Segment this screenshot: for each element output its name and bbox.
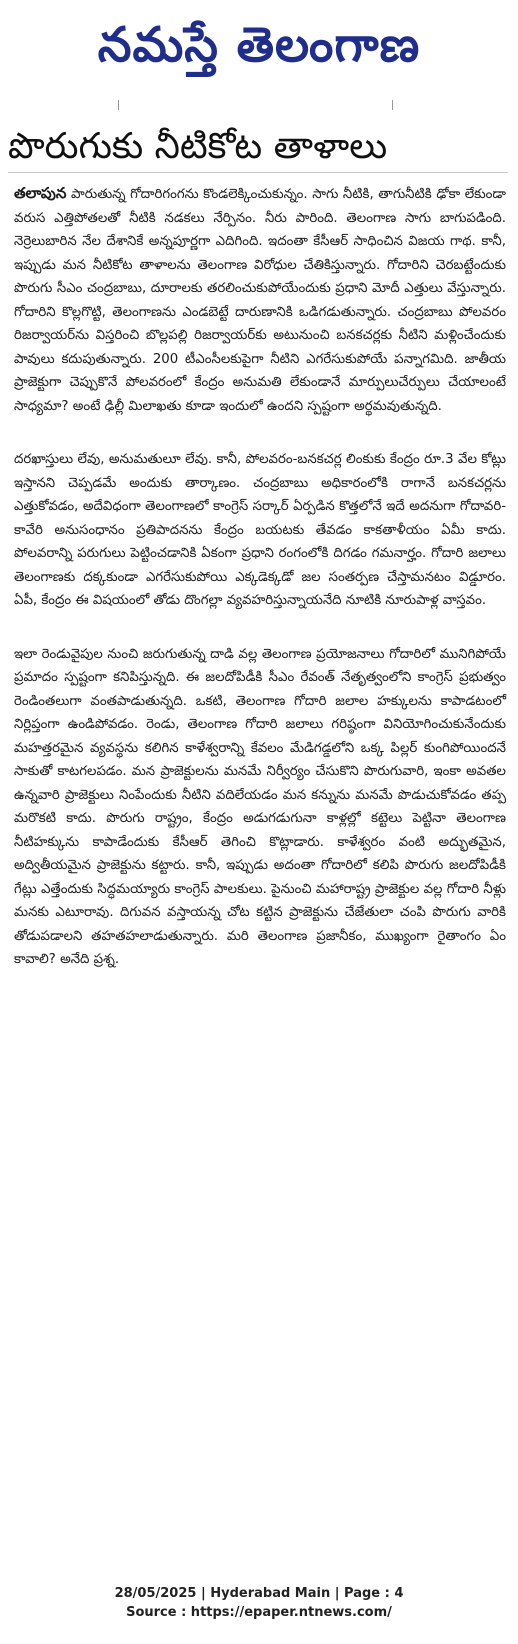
divider-tick-right [392, 100, 393, 110]
edition-info: 28/05/2025 | Hyderabad Main | Page : 4 [114, 1586, 404, 1601]
headline-block [8, 122, 508, 173]
newspaper-logo: నమస్తే తెలంగాణ [97, 17, 421, 73]
source-link[interactable]: Source : https://epaper.ntnews.com/ [126, 1605, 392, 1620]
article-paragraph-3: ఇలా రెండువైపుల నుంచి జరుగుతున్న దాడి వల్ల తెలంగాణ ప్రయోజనాలు గోదారిలో మునిగిపోయే ప్రమాదం స్పష్టంగా కనిపిస్తున్నది. ఈ జలదోపిడీకి సీఎం రేవంత్ నేతృత్వంలోని కాంగ్రెస్ ప్రభుత్వం రెండింతలుగా వంతపాడుతున్నది. ఒకటి, తెలంగాణ గోదారి జలాల హక్కులను కాపాడటంలో నిర్లిప్తంగా ఉండిపోవడం. రెండు, తెలంగాణ గోదారి జలాలు గరిష్ఠంగా వినియోగించుకునేందుకు మహత్తరమైన వ్యవస్థను కలిగిన కాళేశ్వరాన్ని కేవలం మేడిగడ్డలోని ఒక్క పిల్లర్ కుంగిపోయిందనే సాకుతో కాటగలపడం. మన ప్రాజెక్టులను మనమే నిర్వీర్యం చేసుకొని పొరుగువారి, ఇంకా అవతల ఉన్నవారి ప్రాజెక్టులు నింపేందుకు నీటిని వదిలేయడం మన కన్నును మనమే పొడుచుకోవడం తప్ప మరొకటి కాదు. పొరుగు రాష్ట్రం, కేంద్రం అడుగడుగునా కాళ్లల్లో కట్టెలు పెట్టినా తెలంగాణ నీటిహక్కును కాపాడేందుకు కేసీఆర్ తెగించి కొట్లాడారు. కాళేశ్వరం వంటి అద్భుతమైన, అద్వితీయమైన ప్రాజెక్టును కట్టారు. కానీ, ఇప్పుడు అదంతా గోదారిలో కలిపి పొరుగు జలదోపిడీకి గేట్లు ఎత్తేందుకు సిద్ధమయ్యారు కాంగ్రెస్ పాలకులు. పైనుంచి మహారాష్ట్ర ప్రాజెక్టుల వల్ల గోదారి నీళ్లు మనకు ఎటూరావు. దిగువన వస్తాయన్న చోట కట్టిన ప్రాజెక్టును చేజేతులా చంపి పొరుగు వారికి తోడుపడాలని తహతహలాడుతున్నారు. మరి తెలంగాణ ప్రజానీకం, ముఖ్యంగా రైతాంగం ఏం కావాలి? అనేది ప్రశ్న. [14, 646, 506, 967]
masthead [0, 0, 518, 100]
article-paragraph-1 [14, 182, 506, 418]
divider-tick-left [118, 100, 119, 110]
article-body [14, 182, 506, 1002]
lead-word: తలాపున [14, 184, 67, 202]
article-headline: పొరుగుకు నీటికోట తాళాలు [8, 126, 388, 167]
article-paragraph-2: దరఖాస్తులు లేవు, అనుమతులూ లేవు. కానీ, పోలవరం-బనకచర్ల లింకుకు కేంద్రం రూ.3 వేల కోట్లు ఇస్తానని చెప్పడమే అందుకు తార్కాణం. చంద్రబాబు అధికారంలోకి రాగానే బనకచర్లను ఎత్తుకోవడం, అదేవిధంగా తెలంగాణలో కాంగ్రెస్ సర్కార్ ఏర్పడిన కొత్తలోనే ఇదే అదనుగా గోదావరి-కావేరి అనుసంధానం ప్రతిపాదనను కేంద్రం బయటకు తేవడం కాకతాళీయం ఏమీ కాదు. పోలవరాన్ని పరుగులు పెట్టించడానికి ఏకంగా ప్రధాని రంగంలోకి దిగడం గమనార్హం. గోదారి జలాలు తెలంగాణకు దక్కకుండా ఎగరేసుకుపోయి ఎక్కడెక్కడో జల సంతర్పణ చేస్తామనటం విడ్డూరం. ఏపీ, కేంద్రం ఈ విషయంలో తోడు దొంగల్లా వ్యవహరిస్తున్నాయనేది నూటికి నూరుపాళ్ల వాస్తవం. [14, 452, 506, 608]
page-footer [0, 1584, 518, 1622]
paragraph-text: పారుతున్న గోదారిగంగను కొండలెక్కించుకున్నం. సాగు నీటికి, తాగునీటికి ఢోకా లేకుండా వరుస ఎత్తిపోతలతో నీటికి నడకలు నేర్పినం. నీరు పారింది. తెలంగాణ సాగు బాగుపడింది. నెర్రెలుబారిన నేల దేశానికే అన్నపూర్ణగా ఎదిగింది. ఇదంతా కేసీఆర్ సాధించిన విజయ గాథ. కానీ, ఇప్పుడు మన నీటికోట తాళాలను తెలంగాణ విరోధుల చేతికిస్తున్నారు. గోదారిని చెరబట్టేందుకు పొరుగు సీఎం చంద్రబాబు, దూరాలకు తరలించుకుపోయేందుకు ప్రధాని మోదీ ఎత్తులు వేస్తున్నారు. గోదారిని కొల్లగొట్టి, తెలంగాణను ఎండబెట్టే దారుణానికి ఒడిగడుతున్నారు. చంద్రబాబు పోలవరం రిజర్వాయర్‌ను విస్తరించి బొల్లపల్లి రిజర్వాయర్‌కు అటునుంచి బనకచర్లకు నీటిని మళ్లించేందుకు పావులు కదుపుతున్నారు. 200 టీఎంసీలకుపైగా నీటిని ఎగరేసుకుపోయే పన్నాగమిది. జాతీయ ప్రాజెక్టుగా చెప్పుకొనే పోలవరంలో కేంద్రం అనుమతి లేకుండానే మార్పులుచేర్పులు చేయాలంటే సాధ్యమా? అంటే ఢిల్లీ మిలాఖతు కూడా ఇందులో ఉందని స్పష్టంగా అర్థమవుతున్నది. [14, 187, 506, 414]
